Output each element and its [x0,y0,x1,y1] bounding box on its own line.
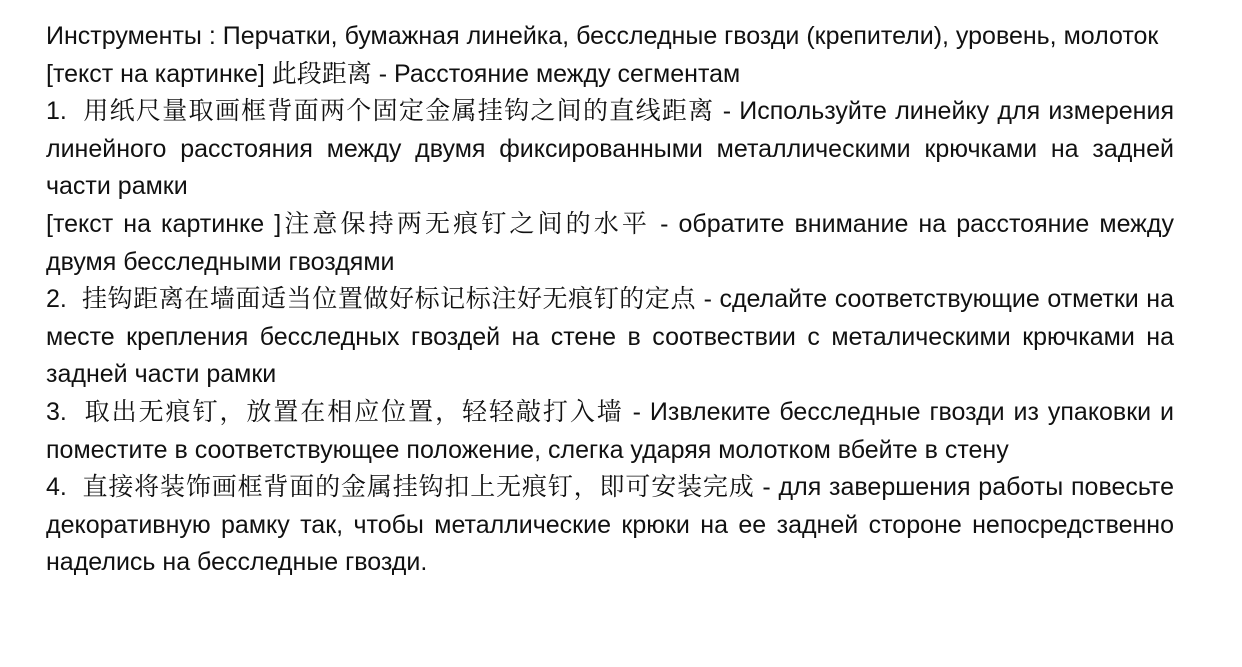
step-3-text: 取出无痕钉，放置在相应位置，轻轻敲打入墙 - Извлеките бесследные гвозди из упаковки и поместите в соответствующее положение, слегка ударяя молотком вбейте в стену [46,397,1174,464]
instruction-document [46,18,1174,582]
step-3 [46,394,1174,469]
picture-text-level: [текст на картинке ]注意保持两无痕钉之间的水平 - обратите внимание на расстояние между двумя бесследными гвоздями [46,209,1174,276]
step-3-number: 3. [46,397,67,426]
step-4-text: 直接将装饰画框背面的金属挂钩扣上无痕钉，即可安装完成 - для завершения работы повесьте декоративную рамку так, чтобы металлические крюки на ее задней стороне непосредственно наделись на бесследные гвозди. [46,473,1174,577]
step-2 [46,281,1174,394]
picture-text-distance: [текст на картинке] 此段距离 - Расстояние между сегментам [46,59,741,88]
step-4 [46,469,1174,582]
step-1-number: 1. [46,97,67,126]
step-1-text: 用纸尺量取画框背面两个固定金属挂钩之间的直线距离 - Используйте линейку для измерения линейного расстояния между двумя фиксированными металлическими крючками на задней части рамки [46,97,1174,201]
step-2-number: 2. [46,285,67,314]
step-4-number: 4. [46,473,67,502]
step-1 [46,93,1174,206]
step-2-text: 挂钩距离在墙面适当位置做好标记标注好无痕钉的定点 - сделайте соответствующие отметки на месте крепления бесследных гвоздей на стене в соотвествии с металическими крючками на задней части рамки [46,285,1174,389]
tools-line: Инструменты : Перчатки, бумажная линейка, бесследные гвозди (крепители), уровень, молоток [46,22,1159,50]
